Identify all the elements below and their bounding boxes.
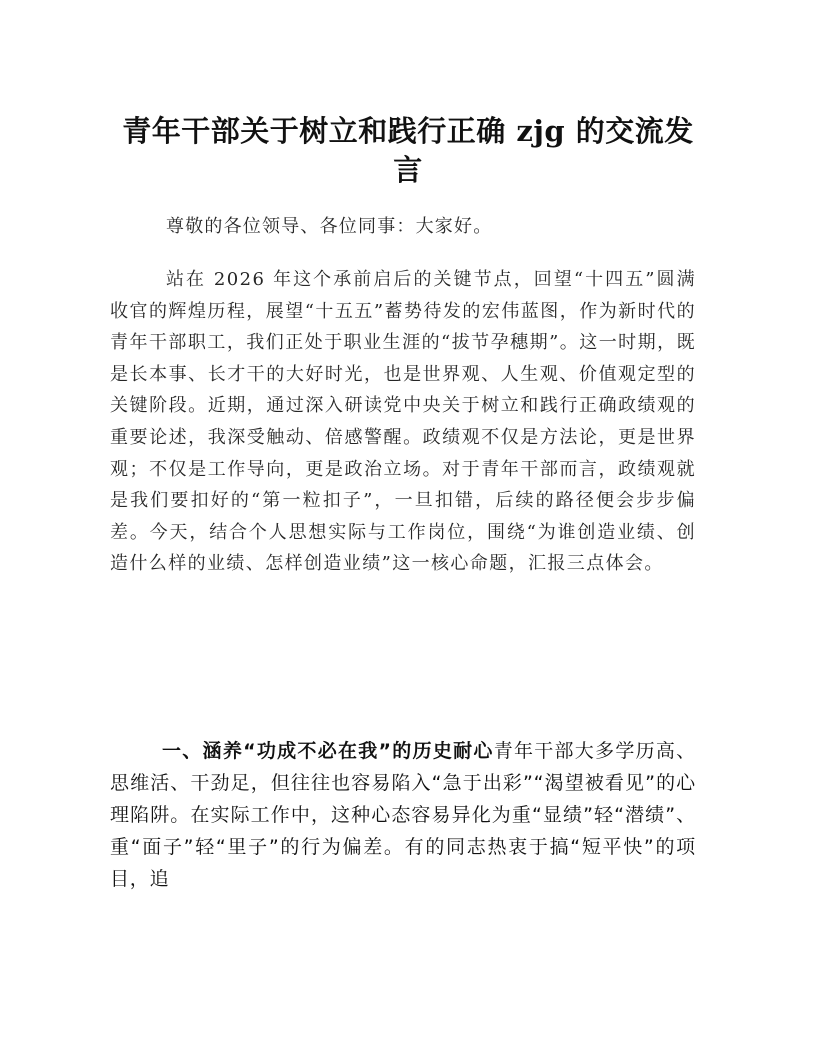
section-one-heading: 一、涵养“功成不必在我”的历史耐心 [162,740,494,762]
document-title: 青年干部关于树立和践行正确 zjg 的交流发言 [122,114,694,187]
section-one-paragraph [110,735,696,895]
greeting-paragraph: 尊敬的各位领导、各位同事：大家好。 [166,216,493,237]
section-one-text: 青年干部大多学历高、思维活、干劲足，但往往也容易陷入“急于出彩”“渴望被看见”的心理陷阱。在实际工作中，这种心态容易异化为重“显绩”轻“潜绩”、重“面子”轻“里子”的行为偏差。有的同志热衷于搞“短平快”的项目，追 [110,740,696,890]
intro-paragraph: 站在 2026 年这个承前启后的关键节点，回望“十四五”圆满收官的辉煌历程，展望“十五五”蓄势待发的宏伟蓝图，作为新时代的青年干部职工，我们正处于职业生涯的“拔节孕穗期”。这一时期，既是长本事、长才干的大好时光，也是世界观、人生观、价值观定型的关键阶段。近期，通过深入研读党中央关于树立和践行正确政绩观的重要论述，我深受触动、倍感警醒。政绩观不仅是方法论，更是世界观；不仅是工作导向，更是政治立场。对于青年干部而言，政绩观就是我们要扣好的“第一粒扣子”，一旦扣错，后续的路径便会步步偏差。今天，结合个人思想实际与工作岗位，围绕“为谁创造业绩、创造什么样的业绩、怎样创造业绩”这一核心命题，汇报三点体会。 [110,269,696,575]
